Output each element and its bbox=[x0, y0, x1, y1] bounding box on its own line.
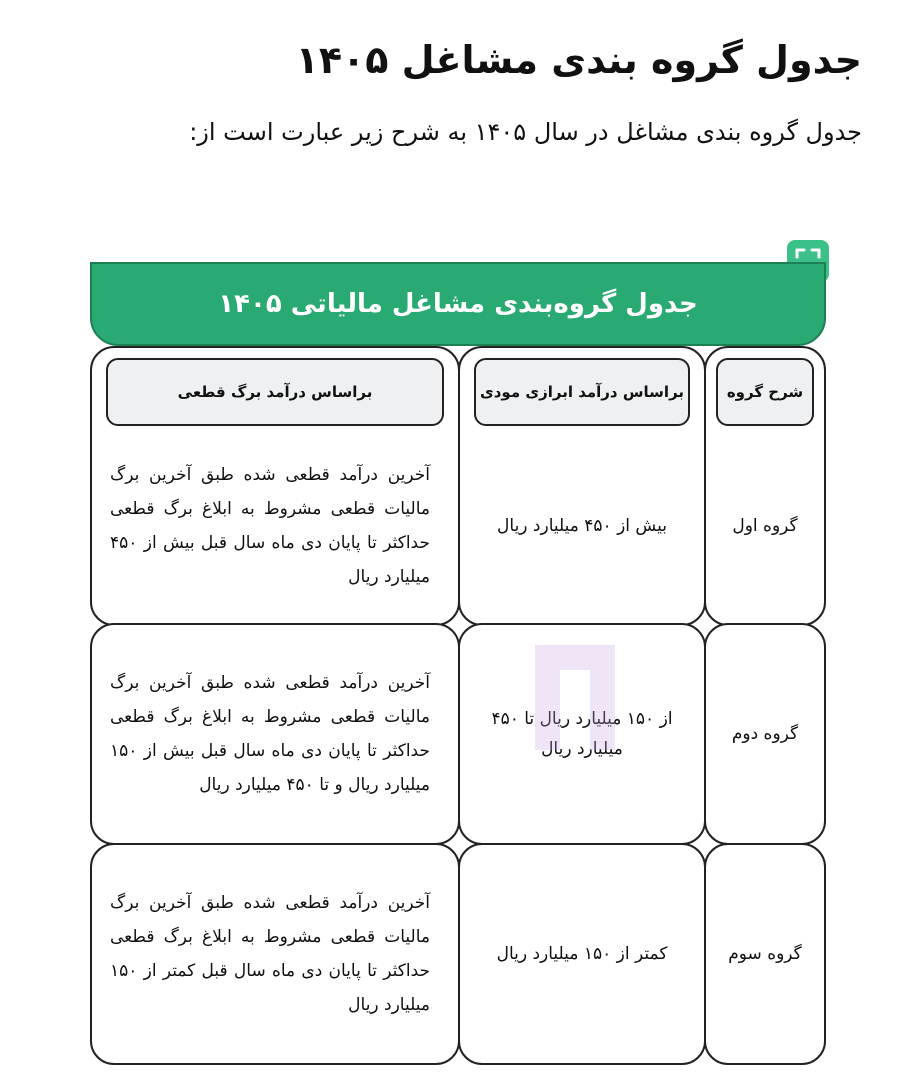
intro-text: جدول گروه بندی مشاغل در سال ۱۴۰۵ به شرح زیر عبارت است از: bbox=[189, 118, 862, 146]
table-banner bbox=[90, 262, 826, 346]
row-3-final-income: آخرین درآمد قطعی شده طبق آخرین برگ مالیات قطعی مشروط به ابلاغ برگ قطعی حداکثر تا پایان دی ماه سال قبل کمتر از ۱۵۰ میلیارد ریال bbox=[110, 893, 430, 1015]
row-3-group-cell bbox=[704, 843, 826, 1065]
header-final-income: براساس درآمد برگ قطعی bbox=[106, 358, 444, 426]
row-1-declared-income: بیش از ۴۵۰ میلیارد ریال bbox=[497, 516, 667, 536]
row-3-group: گروه سوم bbox=[728, 944, 802, 964]
page-title: جدول گروه بندی مشاغل ۱۴۰۵ bbox=[295, 38, 862, 82]
row-1-final-income: آخرین درآمد قطعی شده طبق آخرین برگ مالیات قطعی مشروط به ابلاغ برگ قطعی حداکثر تا پایان دی ماه سال قبل بیش از ۴۵۰ میلیارد ریال bbox=[110, 465, 430, 587]
header-group: شرح گروه bbox=[716, 358, 814, 426]
header-cell-declared-income bbox=[458, 346, 706, 626]
row-2-group-cell bbox=[704, 623, 826, 845]
table-title: جدول گروه‌بندی مشاغل مالیاتی ۱۴۰۵ bbox=[218, 289, 698, 319]
row-3-final-income-cell bbox=[90, 843, 460, 1065]
header-cell-group bbox=[704, 346, 826, 626]
row-2-final-income-cell bbox=[90, 623, 460, 845]
row-2-final-income: آخرین درآمد قطعی شده طبق آخرین برگ مالیات قطعی مشروط به ابلاغ برگ قطعی حداکثر تا پایان دی ماه سال قبل بیش از ۱۵۰ میلیارد ریال و تا ۴۵۰ میلیارد ریال bbox=[110, 673, 430, 795]
header-cell-final-income bbox=[90, 346, 460, 626]
row-2-group: گروه دوم bbox=[731, 724, 799, 744]
row-1-group: گروه اول bbox=[732, 516, 798, 536]
row-2-declared-income-cell bbox=[458, 623, 706, 845]
row-2-declared-income: از ۱۵۰ میلیارد ریال تا ۴۵۰ میلیارد ریال bbox=[491, 709, 673, 759]
row-3-declared-income-cell bbox=[458, 843, 706, 1065]
header-declared-income: براساس درآمد ابرازی مودی bbox=[474, 358, 690, 426]
row-3-declared-income: کمتر از ۱۵۰ میلیارد ریال bbox=[496, 944, 668, 964]
